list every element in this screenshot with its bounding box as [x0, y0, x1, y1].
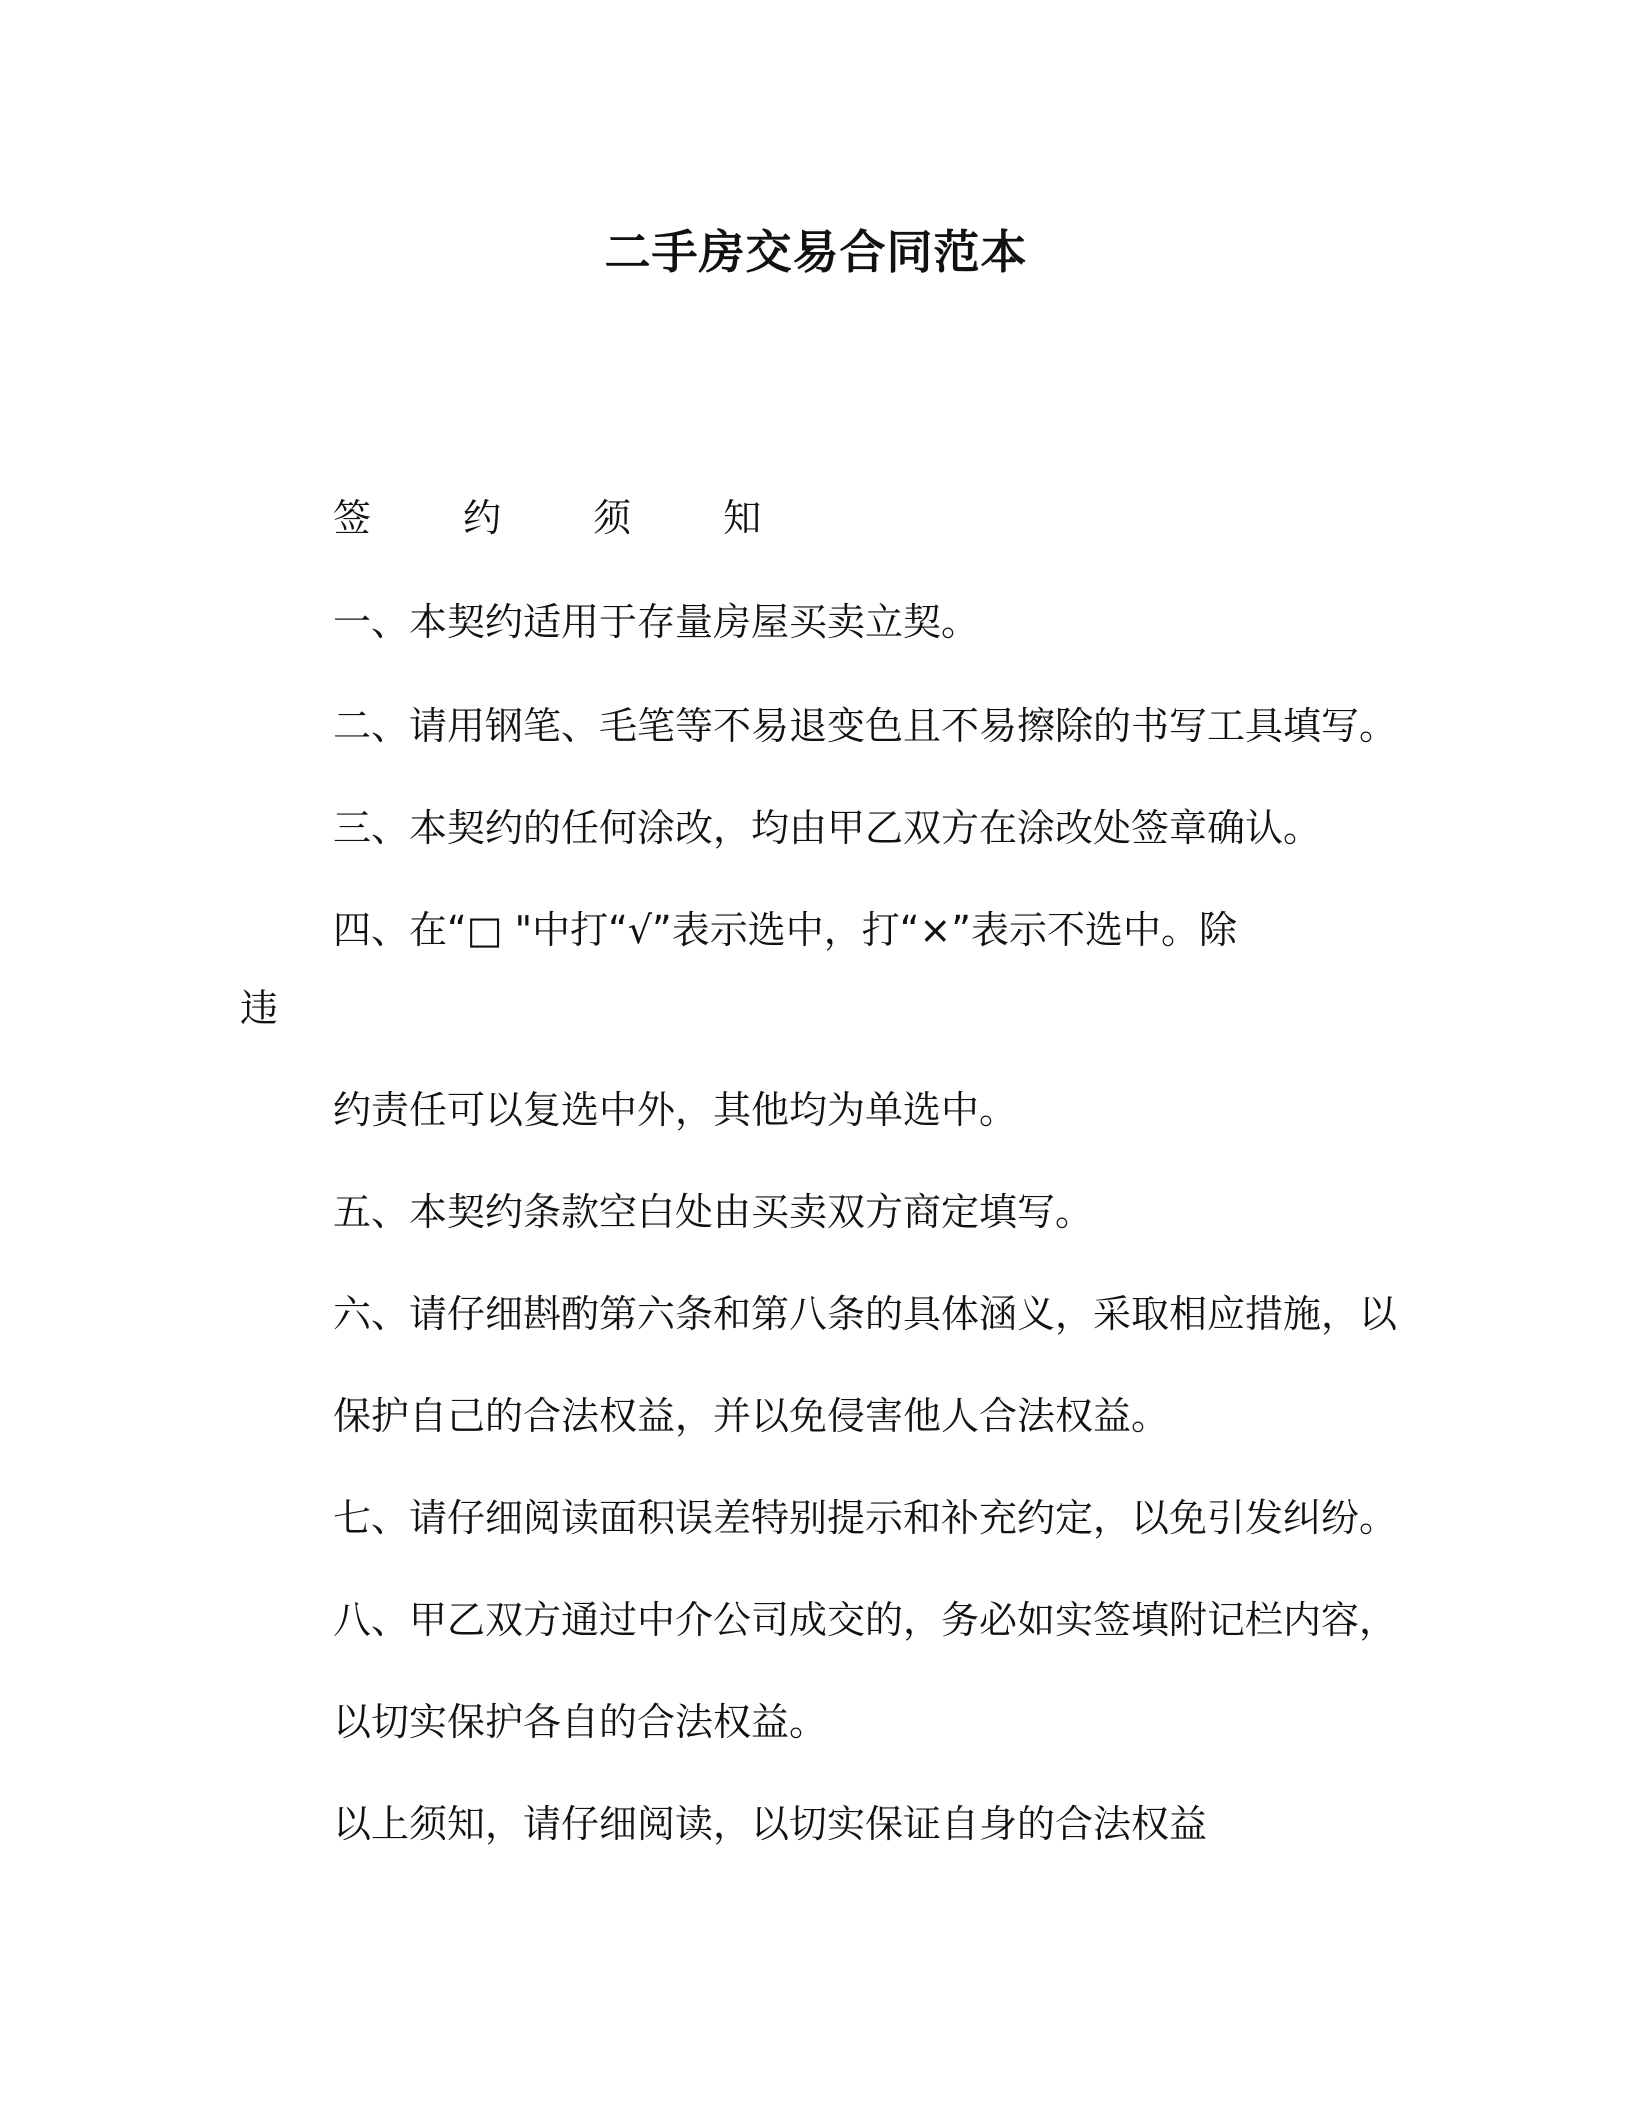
- notice-line-4-cont: 约责任可以复选中外，其他均为单选中。: [333, 1088, 1018, 1132]
- notice-line-4: 四、在“□ "中打“√”表示选中，打“×”表示不选中。除: [333, 908, 1237, 952]
- notice-line-4-wrap: 违: [240, 986, 279, 1030]
- notice-line-3: 三、本契约的任何涂改，均由甲乙双方在涂改处签章确认。: [333, 806, 1322, 850]
- notice-closing-line: 以上须知，请仔细阅读，以切实保证自身的合法权益: [333, 1802, 1208, 1846]
- document-title: 二手房交易合同范本: [604, 225, 1028, 279]
- notice-line-6-cont: 保护自己的合法权益，并以免侵害他人合法权益。: [333, 1394, 1170, 1438]
- notice-heading: 签 约 须 知: [333, 496, 802, 540]
- notice-line-6: 六、请仔细斟酌第六条和第八条的具体涵义，采取相应措施，以: [333, 1292, 1398, 1336]
- notice-line-5: 五、本契约条款空白处由买卖双方商定填写。: [333, 1190, 1094, 1234]
- notice-line-7: 七、请仔细阅读面积误差特别提示和补充约定，以免引发纠纷。: [333, 1496, 1398, 1540]
- notice-line-1: 一、本契约适用于存量房屋买卖立契。: [333, 600, 980, 644]
- notice-line-8-cont: 以切实保护各自的合法权益。: [333, 1700, 828, 1744]
- notice-line-8: 八、甲乙双方通过中介公司成交的，务必如实签填附记栏内容，: [333, 1598, 1398, 1642]
- notice-line-2: 二、请用钢笔、毛笔等不易退变色且不易擦除的书写工具填写。: [333, 704, 1398, 748]
